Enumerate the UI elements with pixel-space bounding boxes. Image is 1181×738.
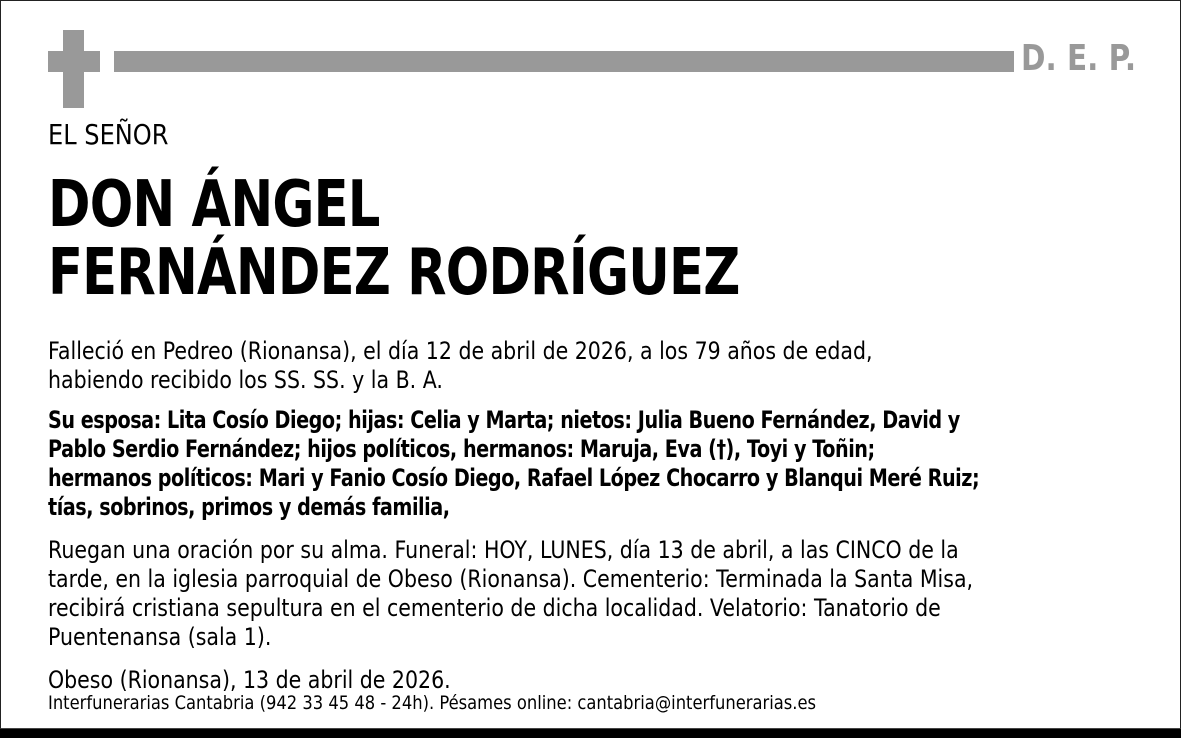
- name-line-2: FERNÁNDEZ RODRÍGUEZ: [48, 236, 740, 310]
- name-line-1: DON ÁNGEL: [48, 168, 380, 242]
- honorific: EL SEÑOR: [48, 118, 169, 151]
- funeral-line: Ruegan una oración por su alma. Funeral: HOY, LUNES, día 13 de abril, a las CINCO de la: [48, 536, 959, 564]
- family-line: tías, sobrinos, primos y demás familia,: [48, 493, 450, 521]
- funeral-line: Puentenansa (sala 1).: [48, 623, 272, 651]
- death-notice: [48, 337, 873, 395]
- funeral-home-contact: Interfunerarias Cantabria (942 33 45 48 - 24h). Pésames online: cantabria@interfunerarias.es: [48, 692, 817, 714]
- header-rule: [114, 51, 1014, 72]
- funeral-line: recibirá cristiana sepultura en el cementerio de dicha localidad. Velatorio: Tanatorio de: [48, 594, 941, 622]
- funeral-line: tarde, en la iglesia parroquial de Obeso (Rionansa). Cementerio: Terminada la Santa Misa,: [48, 565, 974, 593]
- family-list: [48, 406, 979, 522]
- dep-label: D. E. P.: [1021, 38, 1137, 79]
- family-line: Su esposa: Lita Cosío Diego; hijas: Celia y Marta; nietos: Julia Bueno Fernández, David y: [48, 406, 960, 434]
- death-notice-line: Falleció en Pedreo (Rionansa), el día 12 de abril de 2026, a los 79 años de edad,: [48, 337, 873, 365]
- place-date: Obeso (Rionansa), 13 de abril de 2026.: [48, 666, 451, 694]
- deceased-name: [48, 168, 740, 310]
- family-line: Pablo Serdio Fernández; hijos políticos, hermanos: Maruja, Eva (†), Toyi y Toñin;: [48, 435, 875, 463]
- cross-icon-arm: [48, 51, 100, 72]
- death-notice-line: habiendo recibido los SS. SS. y la B. A.: [48, 366, 443, 394]
- funeral-details: [48, 536, 973, 652]
- family-line: hermanos políticos: Mari y Fanio Cosío Diego, Rafael López Chocarro y Blanqui Meré Ruiz;: [48, 464, 980, 492]
